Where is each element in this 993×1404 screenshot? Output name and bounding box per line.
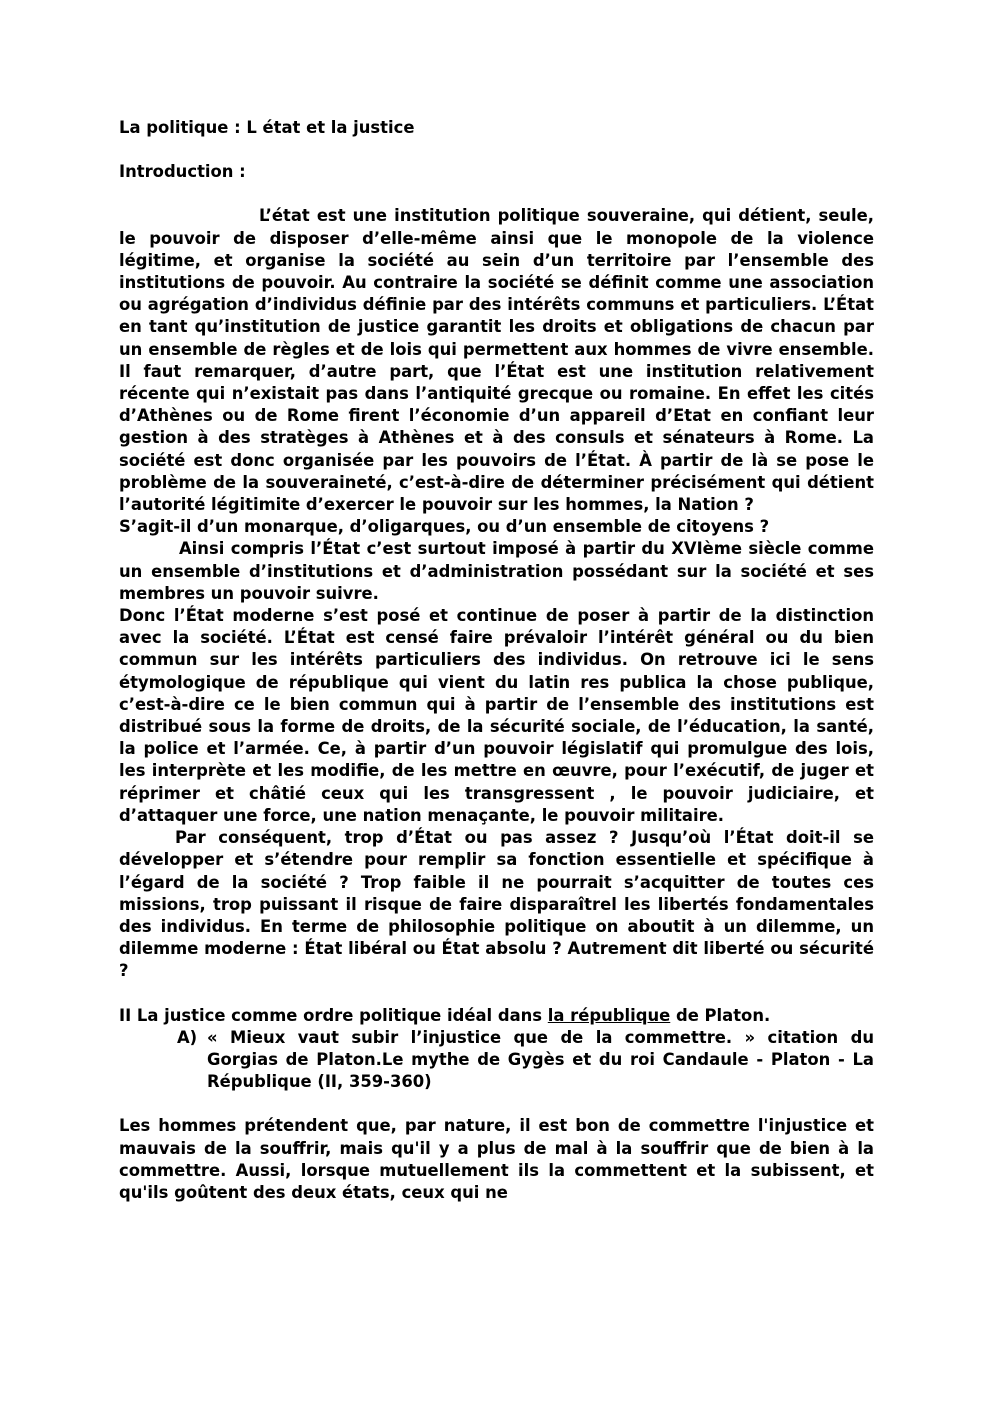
document-title: La politique : L état et la justice	[119, 118, 415, 137]
intro-question: S’agit-il d’un monarque, d’oligarques, ou d’un ensemble de citoyens ?	[119, 517, 770, 537]
section-heading-prefix: II La justice comme ordre politique idéal dans	[119, 1005, 548, 1025]
list-item	[119, 1027, 874, 1094]
spacer	[119, 983, 874, 1005]
spacer	[119, 1093, 874, 1115]
section-heading-link: la république	[547, 1005, 671, 1025]
intro-heading: Introduction :	[119, 162, 246, 182]
section-heading	[119, 1005, 874, 1027]
intro-paragraph-1: L’état est une institution politique souveraine, qui détient, seule, le pouvoir de disposer d’elle-même ainsi que le monopole de la violence légitime, et organise la société au sein d’un territoire par l’ensemble des institutions de pouvoir. Au contraire la société se définit comme une association ou agrégation d’individus définie par des intérêts communs et particuliers. L’État en tant qu’institution de justice garantit les droits et obligations de chacun par un ensemble de règles et de lois qui permettent aux hommes de vivre ensemble. Il faut remarquer, d’autre part, que l’État est une institution relativement récente qui n’existait pas dans l’antiquité grecque ou romaine. En effet les cités d’Athènes ou de Rome firent l’économie d’un appareil d’Etat en confiant leur gestion à des stratèges à Athènes et à des consuls et sénateurs à Rome. La société est donc organisée par les pouvoirs de l’État. À partir de là se pose le problème de la souveraineté, c’est-à-dire de déterminer précisément qui détient l’autorité légitimite d’exercer le pouvoir sur les hommes, la Nation ?	[119, 206, 874, 515]
intro-paragraph-4: Par conséquent, trop d’État ou pas assez ? Jusqu’où l’État doit-il se développer et s’étendre pour remplir sa fonction essentielle et spécifique à l’égard de la société ? Trop faible il ne pourrait s’acquitter de toutes ces missions, trop puissant il risque de faire disparaîtrel les libertés fondamentales des individus. En terme de philosophie politique on aboutit à un dilemme, un dilemme moderne : État libéral ou État absolu ? Autrement dit liberté ou sécurité ?	[119, 828, 874, 981]
quote-paragraph: Les hommes prétendent que, par nature, il est bon de commettre l'injustice et mauvais de la souffrir, mais qu'il y a plus de mal à la souffrir que de bien à la commettre. Aussi, lorsque mutuellement ils la commettent et la subissent, et qu'ils goûtent des deux états, ceux qui ne	[119, 1116, 874, 1202]
spacer	[119, 183, 874, 205]
intro-paragraph-3: Donc l’État moderne s’est posé et continue de poser à partir de la distinction avec la société. L’État est censé faire prévaloir l’intérêt général ou du bien commun sur les intérêts particuliers des individus. On retrouve ici le sens étymologique de république qui vient du latin res publica la chose publique, c’est-à-dire ce le bien commun qui à partir de l’ensemble des institutions est distribué sous la forme de droits, de la sécurité sociale, de l’éducation, la santé, la police et l’armée. Ce, à partir d’un pouvoir législatif qui promulgue des lois, les interprète et les modifie, de les mettre en œuvre, pour l’exécutif, de juger et réprimer et châtié ceux qui les transgressent , le pouvoir judiciaire, et d’attaquer une force, une nation menaçante, le pouvoir militaire.	[119, 606, 874, 825]
intro-paragraph-2: Ainsi compris l’État c’est surtout imposé à partir du XVIème siècle comme un ensemble d’institutions et d’administration possédant sur la société et ses membres un pouvoir suivre.	[119, 539, 874, 603]
spacer	[119, 139, 874, 161]
list-item-text: « Mieux vaut subir l’injustice que de la commettre. » citation du Gorgias de Platon.Le mythe de Gygès et du roi Candaule - Platon - La République (II, 359-360)	[207, 1027, 874, 1092]
document-page	[119, 117, 874, 1204]
section-heading-suffix: de Platon.	[670, 1005, 771, 1025]
list-marker: A)	[177, 1027, 198, 1047]
